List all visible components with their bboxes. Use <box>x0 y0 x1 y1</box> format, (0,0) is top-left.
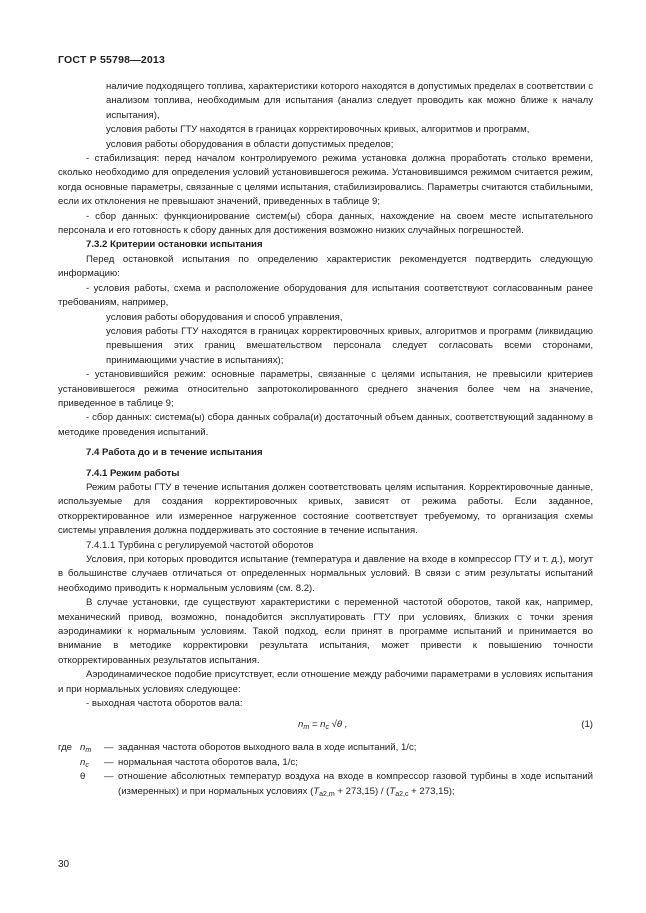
paragraph: В случае установки, где существуют характеристики с переменной частотой оборотов, такой как, например, механический привод, возможно, понадобится эксплуатировать ГТУ при условиях, близких с точки зрения аэродинамики к нормальным условиям. Такой подход, если принят в программе испытаний и принимается во внимание в методике корректировки результата испытания, может привести к повышению точности откорректированных результатов испытания. <box>58 597 593 666</box>
symbol-subscript: a2,c <box>395 790 409 798</box>
formula-equals: = <box>309 719 321 731</box>
definition-text <box>118 770 593 802</box>
paragraph: условия работы оборудования в области допустимых пределов; <box>106 138 394 150</box>
definition-nm <box>58 741 593 755</box>
document-header: ГОСТ Р 55798—2013 <box>58 54 166 66</box>
paragraph: Аэродинамическое подобие присутствует, если отношение между рабочими параметрами в условиях испытания и при нормальных условиях следующее: <box>58 669 593 695</box>
formula-root: √θ <box>331 719 343 731</box>
definition-text-part: отношение абсолютных температур воздуха на входе в компрессор газовой турбины в ходе испытаний (измеренных) и при нормальных условиях ( <box>118 771 593 797</box>
definition-nc <box>58 756 593 770</box>
paragraph: условия работы оборудования и способ управления, <box>106 311 343 323</box>
paragraph: Условия, при которых проводится испытание (температура и давление на входе в компрессор ГТУ и т. д.), могут в большинстве случаев отличаться от определенных нормальных условий. В связи с этим результаты испытаний необходимо приводить к нормальным условиям (см. 8.2). <box>58 554 593 594</box>
formula-tail: , <box>342 719 348 731</box>
page-body <box>58 80 593 802</box>
page-number: 30 <box>58 859 70 870</box>
formula-symbol-n: n <box>298 719 304 731</box>
section-heading-7-3-2: 7.3.2 Критерии остановки испытания <box>86 239 263 251</box>
paragraph: условия работы ГТУ находятся в границах корректировочных кривых, алгоритмов и программ (ликвидацию превышения этих границ вмешательством персонала следует согласовать всеми сторонами, принимающими участие в испытаниях); <box>106 325 593 366</box>
symbol-t: T <box>389 785 396 797</box>
definition-lead: где <box>58 742 73 754</box>
paragraph: наличие подходящего топлива, характеристики которого находятся в допустимых пределах в соответствии с анализом топлива, необходимым для испытания (анализ следует проводить как можно ближе к началу испытания), <box>106 81 593 121</box>
definition-text: заданная частота оборотов выходного вала в ходе испытаний, 1/с; <box>118 742 417 754</box>
formula-subscript: c <box>325 724 329 732</box>
section-heading-7-4-1: 7.4.1 Режим работы <box>86 467 180 479</box>
paragraph: Режим работы ГТУ в течение испытания должен соответствовать целям испытания. Корректировочные данные, используемые для создания корректировочных кривых, зависят от режима работы. Если заданное, откорректированное или измеренное нагруженное состояние соответствует требуемому, то организация схемы системы управления должна поддерживать это состояние в течение испытания. <box>58 481 593 537</box>
paragraph: - стабилизация: перед началом контролируемого режима установка должна проработать столько времени, сколько необходимо для определения условий установившегося режима. Установившимся режимом считается режим, когда основные параметры, связанные с целями испытания, стабилизировались. Параметры считаются стабильными, если их отклонения не превышают значений, приведенных в таблице 9; <box>58 153 593 208</box>
subsection-heading-7-4-1-1: 7.4.1.1 Турбина с регулируемой частотой оборотов <box>86 539 314 551</box>
definition-text: нормальная частота оборотов вала, 1/с; <box>118 756 298 768</box>
paragraph: - выходная частота оборотов вала: <box>86 698 243 710</box>
definition-dash: — <box>104 756 114 768</box>
symbol-subscript: m <box>85 747 92 755</box>
symbol-subscript: c <box>85 761 89 769</box>
symbol-n: n <box>80 742 86 754</box>
paragraph: - условия работы, схема и расположение оборудования для испытания соответствуют согласованным ранее требованиям, например, <box>58 282 593 309</box>
symbol-subscript: a2,m <box>319 790 335 798</box>
paragraph: - сбор данных: функционирование систем(ы) сбора данных, нахождение на своем месте испытательного персонала и его готовность к сбору данных для достижения возможно низких случайных погрешностей. <box>58 210 593 237</box>
section-heading-7-4: 7.4 Работа до и в течение испытания <box>86 447 263 459</box>
definition-text-part: + 273,15); <box>408 785 455 797</box>
formula-number: (1) <box>581 719 593 731</box>
definition-dash: — <box>104 771 114 783</box>
formula-definitions <box>58 741 593 802</box>
paragraph: Перед остановкой испытания по определению характеристик рекомендуется подтвердить следующую информацию: <box>58 253 593 280</box>
paragraph: - сбор данных: система(ы) сбора данных собрала(и) достаточный объем данных, соответствующий заданному в методике проведения испытаний. <box>58 412 593 438</box>
formula-subscript: m <box>303 724 310 732</box>
formula-expression <box>298 718 347 735</box>
symbol-t: T <box>313 785 320 797</box>
symbol-n: n <box>80 756 86 768</box>
definition-symbol: θ <box>80 771 86 783</box>
definition-text-part: + 273,15) / ( <box>334 785 390 797</box>
definition-theta <box>58 770 593 802</box>
paragraph: условия работы ГТУ находятся в границах корректировочных кривых, алгоритмов и программ, <box>106 124 530 136</box>
definition-dash: — <box>104 742 114 754</box>
formula-symbol-n: n <box>320 719 326 731</box>
formula-1 <box>58 715 593 737</box>
paragraph: - установившийся режим: основные параметры, связанные с целями испытания, не превысили критериев установившегося режима относительно запротоколированного среднего значения более чем на значение, приведенное в таблице 9; <box>58 369 593 409</box>
